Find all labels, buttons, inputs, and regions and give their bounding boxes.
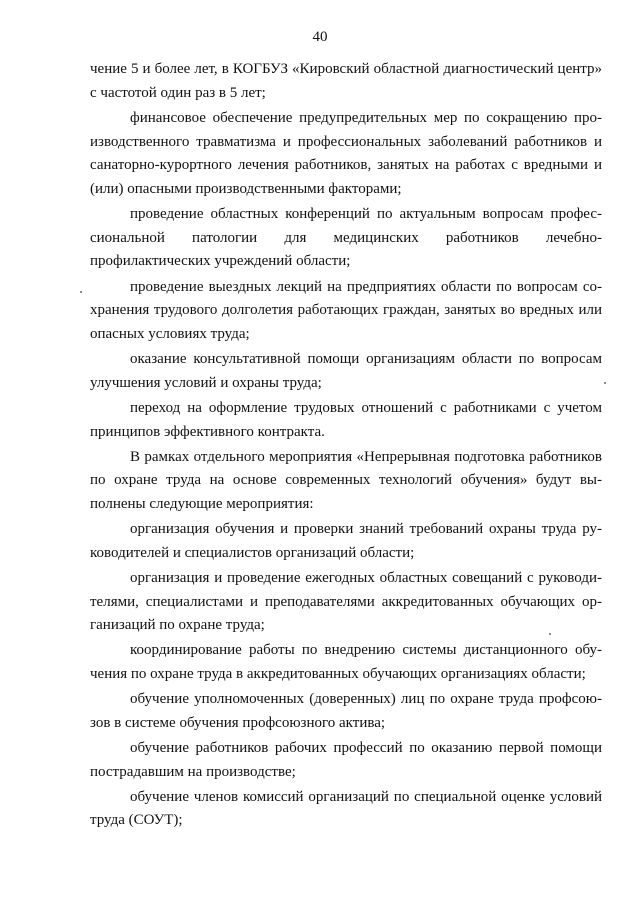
paragraph-effective-contract: переход на оформление трудовых отношений с работниками с учетом принципов эффективного контракта.: [90, 399, 602, 440]
paragraph-training-intro: В рамках отдельного мероприятия «Непрерывная подготовка работников по охране труда на основе современных технологий обучения» будут выполнены следующие мероприятия:: [90, 448, 602, 512]
paragraph-continuation: чение 5 и более лет, в КОГБУЗ «Кировский областной диагностический центр» с частотой один раз в 5 лет;: [90, 61, 602, 101]
scan-speck: [604, 382, 606, 384]
document-body: [90, 58, 602, 835]
paragraph-conferences: проведение областных конференций по актуальным вопросам профессиональной патологии для медицинских работников лечебно-профилактических учреждений области;: [90, 206, 602, 270]
paragraph-consulting: оказание консультативной помощи организациям области по вопросам улучшения условий и охраны труда;: [90, 351, 602, 391]
paragraph-distance-learning: координирование работы по внедрению системы дистанционного обучения по охране труда в аккредитованных обучающих организациях области;: [90, 642, 602, 683]
paragraph-sout-commission: обучение членов комиссий организаций по специальной оценке условий труда (СОУТ);: [90, 788, 602, 829]
paragraph-financing: финансовое обеспечение предупредительных мер по сокращению производственного травматизма и профессиональных заболеваний работников и санаторно-курортного лечения работников, занятых на работах с вредными и (или) опасными производственными факторами;: [90, 109, 602, 197]
paragraph-lectures: проведение выездных лекций на предприятиях области по вопросам сохранения трудового долголетия работающих граждан, занятых во вредных или опасных условиях труда;: [90, 278, 602, 342]
scan-speck: [80, 291, 82, 293]
paragraph-first-aid: обучение работников рабочих профессий по оказанию первой помощи пострадавшим на производстве;: [90, 739, 602, 780]
paragraph-knowledge-check: организация обучения и проверки знаний требований охраны труда руководителей и специалистов организаций области;: [90, 521, 602, 561]
page-number: 40: [312, 29, 328, 45]
paragraph-annual-meetings: организация и проведение ежегодных областных совещаний с руководителями, специалистами и преподавателями аккредитованных обучающих организаций по охране труда;: [90, 569, 602, 634]
scan-speck: [549, 633, 551, 635]
paragraph-union-training: обучение уполномоченных (доверенных) лиц по охране труда профсоюзов в системе обучения профсоюзного актива;: [90, 691, 602, 731]
